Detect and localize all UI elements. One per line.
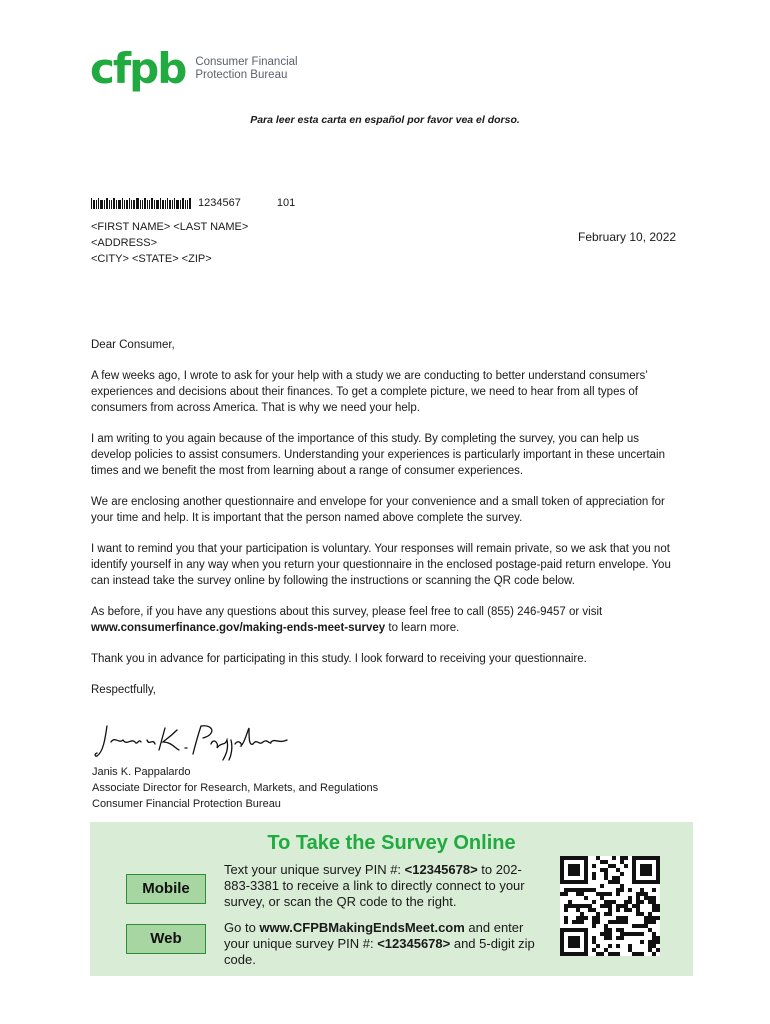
mailing-seq: 101 — [276, 197, 296, 209]
closing: Respectfully, — [91, 684, 156, 696]
paragraph-6: Thank you in advance for participating in this study. I look forward to receiving your questionnaire. — [91, 653, 587, 665]
cfpb-logo — [90, 44, 298, 93]
letter-date: February 10, 2022 — [578, 230, 677, 244]
mobile-instructions — [224, 862, 542, 910]
recipient-address — [91, 219, 248, 267]
paragraph-1: A few weeks ago, I wrote to ask for your help with a study we are conducting to better understand consumers’ experiences and decisions about their finances. To get a complete picture, we need to hear from all types of consumers from across America. That is why we need your help. — [91, 370, 648, 414]
spanish-note: Para leer esta carta en español por favor vea el dorso. — [250, 114, 520, 126]
address-line-1: <FIRST NAME> <LAST NAME> — [91, 221, 249, 233]
signer-block — [92, 764, 378, 812]
mailing-barcode-row — [91, 197, 295, 209]
survey-pin: <12345678> — [404, 862, 478, 877]
logo-mark: cfpb — [90, 44, 186, 93]
barcode-icon — [91, 198, 192, 209]
survey-url-link[interactable]: www.CFPBMakingEndsMeet.com — [259, 920, 465, 935]
web-instructions-text: Go to — [224, 920, 260, 935]
qr-code-icon[interactable] — [560, 856, 660, 956]
paragraph-5-text: As before, if you have any questions about this survey, please feel free to call (855) 246-9457 or visit — [91, 606, 603, 618]
paragraph-4: I want to remind you that your participation is voluntary. Your responses will remain private, so we ask that you not identify yourself in any way when you return your questionnaire in the enclosed postage-paid return envelope. You can instead take the survey online by following the instructions or scanning the QR code below. — [91, 543, 671, 587]
web-instructions-end: and 5-digit zip code. — [224, 936, 535, 967]
signer-title: Associate Director for Research, Markets, and Regulations — [92, 782, 379, 794]
logo-line-2: Protection Bureau — [195, 69, 288, 81]
paragraph-3: We are enclosing another questionnaire and envelope for your convenience and a small token of appreciation for your time and help. It is important that the person named above complete the survey. — [91, 496, 665, 524]
address-line-2: <ADDRESS> — [91, 237, 158, 249]
salutation: Dear Consumer, — [91, 339, 175, 351]
web-instructions — [224, 920, 542, 968]
signer-org: Consumer Financial Protection Bureau — [92, 798, 281, 810]
survey-pin-2: <12345678> — [377, 936, 451, 951]
paragraph-5 — [91, 604, 681, 636]
logo-line-1: Consumer Financial — [195, 56, 298, 68]
paragraph-2: I am writing to you again because of the importance of this study. By completing the survey, you can help us develop policies to assist consumers. Understanding your experiences is particularly important in these uncertain times and we benefit the most from learning about a range of consumer experiences. — [91, 433, 666, 477]
letter-body — [91, 337, 681, 713]
mobile-instructions-text: Text your unique survey PIN #: — [224, 862, 405, 877]
mobile-button[interactable]: Mobile — [126, 874, 206, 904]
survey-info-link[interactable]: www.consumerfinance.gov/making-ends-meet-survey — [91, 622, 386, 634]
mailing-id: 1234567 — [198, 197, 241, 209]
address-line-3: <CITY> <STATE> <ZIP> — [91, 253, 212, 265]
logo-text — [195, 56, 297, 82]
paragraph-5-end: to learn more. — [385, 622, 460, 634]
signer-name: Janis K. Pappalardo — [92, 766, 191, 778]
survey-online-box — [90, 822, 693, 976]
web-instructions-mid: and enter your unique survey PIN #: — [224, 920, 524, 951]
mobile-instructions-end: to 202-883-3381 to receive a link to directly connect to your survey, or scan the QR code to the right. — [224, 862, 525, 909]
web-button[interactable]: Web — [126, 924, 206, 954]
survey-box-title: To Take the Survey Online — [267, 832, 516, 854]
signature-icon — [93, 720, 293, 764]
